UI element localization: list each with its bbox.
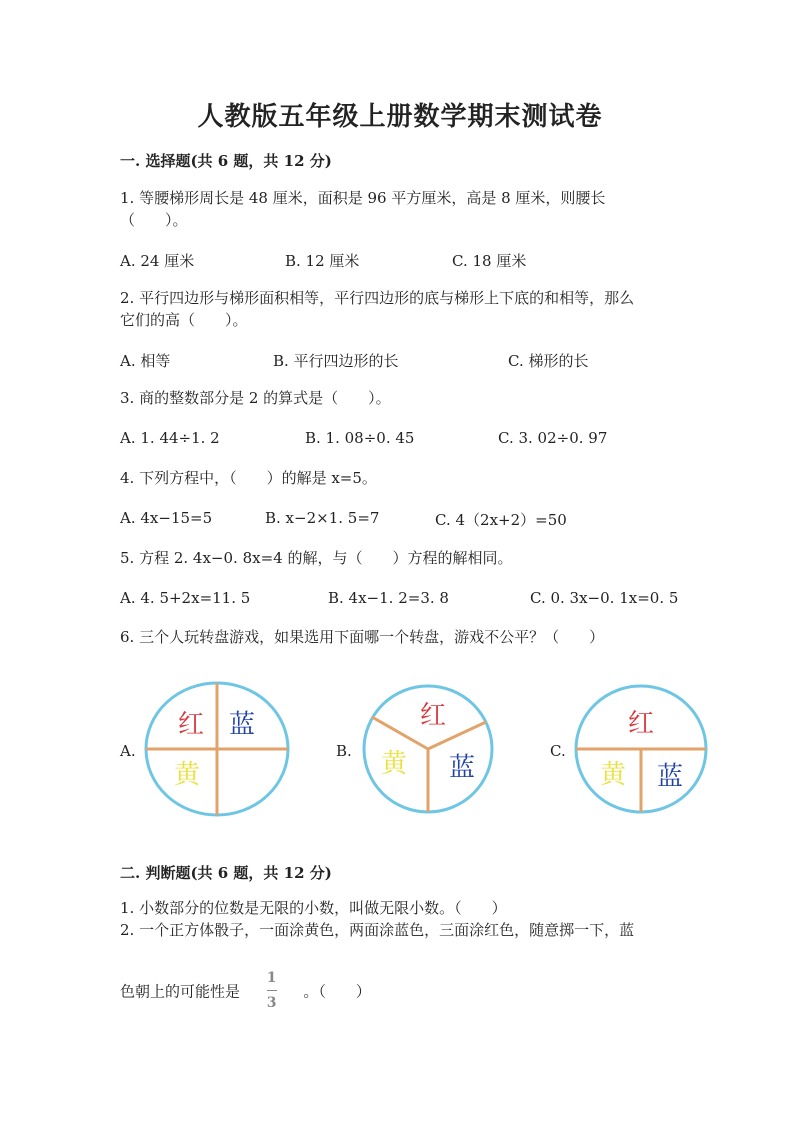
spinner-a-blue-label: 蓝 [228,710,256,740]
fraction-bar [267,990,277,991]
spinner-a[interactable] [144,681,290,817]
spinner-c-yellow-label: 黄 [599,760,627,790]
spinner-c-blue-label: 蓝 [656,762,684,792]
spinner-a-label[interactable]: A. [120,742,136,760]
q1-line1: 1. 等腰梯形周长是 48 厘米，面积是 96 平方厘米，高是 8 厘米，则腰长 [120,189,606,207]
spinner-c-red-label: 红 [627,709,655,739]
q1-line2: （ ）。 [120,211,188,229]
q2-line1: 2. 平行四边形与梯形面积相等，平行四边形的底与梯形上下底的和相等，那么 [120,289,635,307]
q4-option-c[interactable]: C. 4（2x+2）=50 [435,511,567,529]
spinner-b-yellow-label: 黄 [380,749,408,779]
q3-option-b[interactable]: B. 1. 08÷0. 45 [305,429,415,447]
fraction-one-third [267,968,277,1013]
q1-option-b[interactable]: B. 12 厘米 [285,252,360,270]
q6-line1: 6. 三个人玩转盘游戏，如果选用下面哪一个转盘，游戏不公平？（ ） [120,628,605,646]
q5-option-a[interactable]: A. 4. 5+2x=11. 5 [120,589,251,607]
q5-option-b[interactable]: B. 4x−1. 2=3. 8 [328,589,449,607]
q4-option-a[interactable]: A. 4x−15=5 [120,509,213,527]
q3-option-a[interactable]: A. 1. 44÷1. 2 [120,429,220,447]
q3-option-c[interactable]: C. 3. 02÷0. 97 [498,429,608,447]
judge-q2-text-after: 。（ ） [303,982,371,1001]
q2-option-a[interactable]: A. 相等 [120,352,171,370]
page-title: 人教版五年级上册数学期末测试卷 [197,102,603,132]
judge-q2-text-before: 色朝上的可能性是 [120,982,241,1001]
q4-line1: 4. 下列方程中，（ ）的解是 x=5。 [120,469,377,487]
spinner-b[interactable] [362,684,494,814]
spinner-b-blue-label: 蓝 [448,753,476,783]
q3-line1: 3. 商的整数部分是 2 的算式是（ ）。 [120,389,391,407]
spinner-a-yellow-label: 黄 [173,760,201,790]
spinner-c-label[interactable]: C. [550,742,566,760]
q5-line1: 5. 方程 2. 4x−0. 8x=4 的解，与（ ）方程的解相同。 [120,549,513,567]
q1-option-c[interactable]: C. 18 厘米 [452,252,527,270]
q2-option-c[interactable]: C. 梯形的长 [508,352,589,370]
q2-option-b[interactable]: B. 平行四边形的长 [273,352,399,370]
fraction-numerator: 1 [266,970,277,986]
spinner-c[interactable] [574,684,708,814]
section1-heading: 一. 选择题(共 6 题，共 12 分) [120,152,332,170]
spinner-a-red-label: 红 [177,710,205,740]
judge-q2-line2 [120,970,371,1015]
q1-option-a[interactable]: A. 24 厘米 [120,252,195,270]
q5-option-c[interactable]: C. 0. 3x−0. 1x=0. 5 [530,589,679,607]
judge-q1: 1. 小数部分的位数是无限的小数，叫做无限小数。（ ） [120,899,507,917]
spinner-b-red-label: 红 [419,701,447,731]
q4-option-b[interactable]: B. x−2×1. 5=7 [265,509,380,527]
section2-heading: 二. 判断题(共 6 题，共 12 分) [120,864,332,882]
spinner-b-label[interactable]: B. [336,742,352,760]
fraction-denominator: 3 [266,995,277,1011]
q2-line2: 它们的高（ ）。 [120,311,248,329]
judge-q2-line1: 2. 一个正方体骰子，一面涂黄色，两面涂蓝色，三面涂红色，随意掷一下，蓝 [120,921,635,939]
